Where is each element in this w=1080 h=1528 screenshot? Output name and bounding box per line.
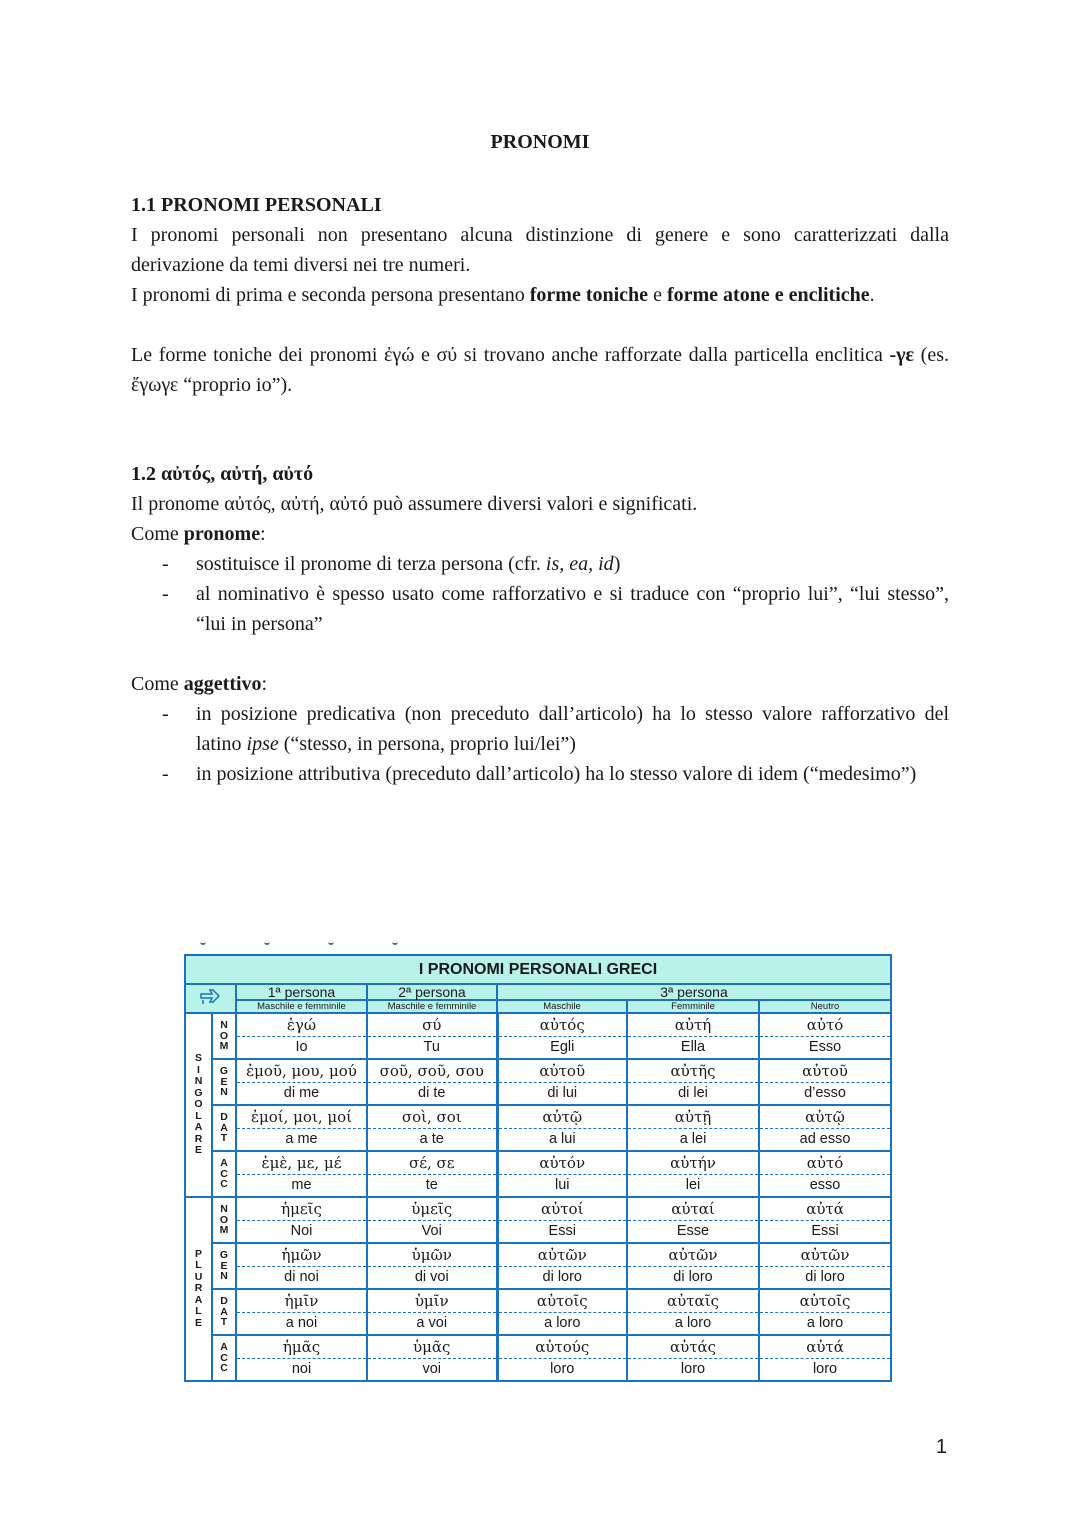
greek-form: αὐταῖς xyxy=(627,1289,759,1313)
greek-form: αὐτῷ xyxy=(497,1105,627,1129)
greek-form: ἐμοῦ, μου, μού xyxy=(236,1059,367,1083)
table-row xyxy=(185,1129,891,1152)
italian-translation: a lei xyxy=(627,1129,759,1152)
greek-form: ὑμῶν xyxy=(367,1243,497,1267)
case-label: A C C xyxy=(212,1151,236,1197)
greek-form: αὐτάς xyxy=(627,1335,759,1359)
case-label: D A T xyxy=(212,1289,236,1335)
section-heading: 1.2 αὐτός, αὐτή, αὐτό xyxy=(131,463,314,485)
pointing-hand-icon xyxy=(185,984,236,1013)
header-first-person: 1ª persona xyxy=(236,984,367,1000)
greek-form: σύ xyxy=(367,1013,497,1037)
italian-translation: a noi xyxy=(236,1313,367,1336)
table-row xyxy=(185,1083,891,1106)
greek-form: αὐτοῦ xyxy=(497,1059,627,1083)
greek-form: αὐτῆς xyxy=(627,1059,759,1083)
italian-translation: a me xyxy=(236,1129,367,1152)
paragraph: Le forme toniche dei pronomi ἐγώ e σύ si trovano anche rafforzate dalla particella enclitica -γε (es. ἔγωγε “proprio io”). xyxy=(131,344,949,396)
greek-form: αὐτῷ xyxy=(759,1105,891,1129)
italian-translation: Esse xyxy=(627,1221,759,1244)
table-row xyxy=(185,1289,891,1313)
greek-form: ἡμῖν xyxy=(236,1289,367,1313)
italian-translation: me xyxy=(236,1175,367,1198)
subheader-gender: Maschile e femminile xyxy=(236,1000,367,1013)
greek-form: αὐτά xyxy=(759,1335,891,1359)
italian-translation: di loro xyxy=(497,1267,627,1290)
italian-translation: di me xyxy=(236,1083,367,1106)
greek-form: αὐτό xyxy=(759,1013,891,1037)
greek-form: αὐτῶν xyxy=(627,1243,759,1267)
greek-form: αὐτῶν xyxy=(497,1243,627,1267)
greek-form: ἡμῶν xyxy=(236,1243,367,1267)
subheader-feminine: Femminile xyxy=(627,1000,759,1013)
subheader-gender: Maschile e femminile xyxy=(367,1000,497,1013)
pronouns-table xyxy=(184,954,892,1382)
greek-form: αὐτό xyxy=(759,1151,891,1175)
table-row xyxy=(185,1359,891,1382)
italian-translation: loro xyxy=(759,1359,891,1382)
table-row xyxy=(185,1175,891,1198)
plural-label: P L U R A L E xyxy=(185,1197,212,1381)
greek-form: ὑμᾶς xyxy=(367,1335,497,1359)
greek-form: αὐτῇ xyxy=(627,1105,759,1129)
italian-translation: lui xyxy=(497,1175,627,1198)
header-third-person: 3ª persona xyxy=(497,984,891,1000)
greek-form: αὐτούς xyxy=(497,1335,627,1359)
list-item: - in posizione predicativa (non preceduto dall’articolo) ha lo stesso valore rafforzativo del latino ipse (“stesso, in persona, proprio lui/lei”) xyxy=(131,699,949,759)
case-label: G E N xyxy=(212,1243,236,1289)
table-row xyxy=(185,1313,891,1336)
italian-translation: voi xyxy=(367,1359,497,1382)
case-label: G E N xyxy=(212,1059,236,1105)
italian-translation: a te xyxy=(367,1129,497,1152)
case-label: D A T xyxy=(212,1105,236,1151)
case-label: N O M xyxy=(212,1197,236,1243)
italian-translation: di lui xyxy=(497,1083,627,1106)
greek-form: σοῦ, σοῦ, σου xyxy=(367,1059,497,1083)
greek-form: ἐμοί, μοι, μοί xyxy=(236,1105,367,1129)
italian-translation: Essi xyxy=(759,1221,891,1244)
adjective-label: Come aggettivo: xyxy=(131,673,268,695)
italian-translation: te xyxy=(367,1175,497,1198)
singular-label: S I N G O L A R E xyxy=(185,1013,212,1197)
adjective-list xyxy=(131,699,949,789)
greek-form: σέ, σε xyxy=(367,1151,497,1175)
list-item: - al nominativo è spesso usato come rafforzativo e si traduce con “proprio lui”, “lui stesso”, “lui in persona” xyxy=(131,579,949,639)
table-row xyxy=(185,1151,891,1175)
greek-form: αὐτήν xyxy=(627,1151,759,1175)
pronoun-label: Come pronome: xyxy=(131,523,266,545)
greek-form: ἡμᾶς xyxy=(236,1335,367,1359)
italian-translation: lei xyxy=(627,1175,759,1198)
italian-translation: ad esso xyxy=(759,1129,891,1152)
italian-translation: a loro xyxy=(759,1313,891,1336)
greek-form: ἐμὲ, με, μέ xyxy=(236,1151,367,1175)
greek-form: αὐτοῖς xyxy=(759,1289,891,1313)
pronouns-table-figure xyxy=(184,954,890,1382)
subheader-neuter: Neutro xyxy=(759,1000,891,1013)
italian-translation: Tu xyxy=(367,1037,497,1060)
italian-translation: di lei xyxy=(627,1083,759,1106)
table-row xyxy=(185,1221,891,1244)
table-row xyxy=(185,1243,891,1267)
italian-translation: Ella xyxy=(627,1037,759,1060)
greek-form: αὐτά xyxy=(759,1197,891,1221)
paragraph: I pronomi personali non presentano alcuna distinzione di genere e sono caratterizzati dalla derivazione da temi diversi nei tre numeri. xyxy=(131,224,949,276)
italian-translation: a lui xyxy=(497,1129,627,1152)
paragraph: Il pronome αὐτός, αὐτή, αὐτό può assumere diversi valori e significati. xyxy=(131,493,698,515)
italian-translation: loro xyxy=(627,1359,759,1382)
section-heading: 1.1 PRONOMI PERSONALI xyxy=(131,194,382,216)
case-label: N O M xyxy=(212,1013,236,1059)
table-row xyxy=(185,1197,891,1221)
italian-translation: di loro xyxy=(759,1267,891,1290)
section-personal-pronouns xyxy=(131,190,949,400)
header-second-person: 2ª persona xyxy=(367,984,497,1000)
italian-translation: di loro xyxy=(627,1267,759,1290)
italian-translation: di te xyxy=(367,1083,497,1106)
greek-form: αὐτῶν xyxy=(759,1243,891,1267)
paragraph: I pronomi di prima e seconda persona presentano forme toniche e forme atone e enclitiche. xyxy=(131,284,875,306)
italian-translation: noi xyxy=(236,1359,367,1382)
greek-form: σοὶ, σοι xyxy=(367,1105,497,1129)
italian-translation: Essi xyxy=(497,1221,627,1244)
case-label: A C C xyxy=(212,1335,236,1381)
greek-form: ἐγώ xyxy=(236,1013,367,1037)
table-row xyxy=(185,1105,891,1129)
greek-form: αὐτός xyxy=(497,1013,627,1037)
greek-form: ὑμεῖς xyxy=(367,1197,497,1221)
italian-translation: di noi xyxy=(236,1267,367,1290)
table-row xyxy=(185,1059,891,1083)
italian-translation: di voi xyxy=(367,1267,497,1290)
italian-translation: d’esso xyxy=(759,1083,891,1106)
cropped-text-remnant xyxy=(200,932,500,946)
italian-translation: a loro xyxy=(627,1313,759,1336)
table-row xyxy=(185,1267,891,1290)
greek-form: αὐτοί xyxy=(497,1197,627,1221)
greek-form: αὐτόν xyxy=(497,1151,627,1175)
pronoun-list xyxy=(131,549,949,639)
italian-translation: Io xyxy=(236,1037,367,1060)
greek-form: ὑμῖν xyxy=(367,1289,497,1313)
list-item: - sostituisce il pronome di terza persona (cfr. is, ea, id) xyxy=(131,549,949,579)
italian-translation: a voi xyxy=(367,1313,497,1336)
italian-translation: esso xyxy=(759,1175,891,1198)
italian-translation: a loro xyxy=(497,1313,627,1336)
greek-form: ἡμεῖς xyxy=(236,1197,367,1221)
italian-translation: Esso xyxy=(759,1037,891,1060)
greek-form: αὐτοῦ xyxy=(759,1059,891,1083)
section-autos xyxy=(131,459,949,789)
table-row xyxy=(185,1013,891,1037)
italian-translation: Voi xyxy=(367,1221,497,1244)
page-title: PRONOMI xyxy=(490,131,590,153)
greek-form: αὐτή xyxy=(627,1013,759,1037)
italian-translation: loro xyxy=(497,1359,627,1382)
page-number: 1 xyxy=(935,1436,947,1458)
table-row xyxy=(185,1037,891,1060)
subheader-masculine: Maschile xyxy=(497,1000,627,1013)
table-title: I PRONOMI PERSONALI GRECI xyxy=(185,955,891,984)
greek-form: αὐτοῖς xyxy=(497,1289,627,1313)
list-item: - in posizione attributiva (preceduto dall’articolo) ha lo stesso valore di idem (“medesimo”) xyxy=(131,759,949,789)
italian-translation: Noi xyxy=(236,1221,367,1244)
greek-form: αὐταί xyxy=(627,1197,759,1221)
table-row xyxy=(185,1335,891,1359)
italian-translation: Egli xyxy=(497,1037,627,1060)
